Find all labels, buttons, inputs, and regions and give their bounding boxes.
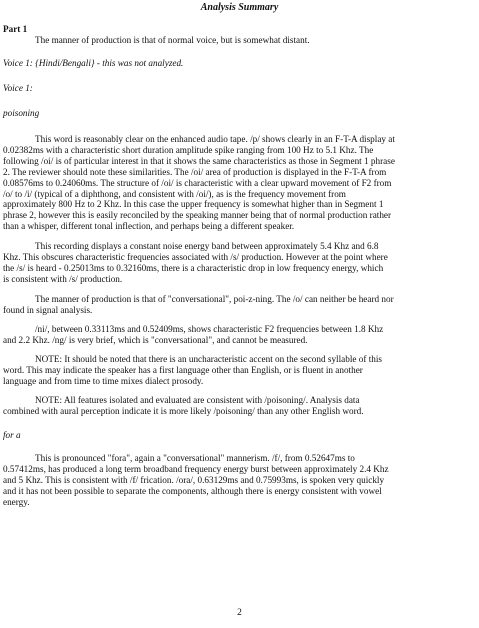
paragraph-line: phrase 2, however this is easily reconciled by the speaking manner being that of normal production rather	[3, 210, 392, 221]
paragraph-line: 0.57412ms, has produced a long term broadband frequency energy burst between approximately 2.4 Khz	[3, 463, 389, 474]
paragraph-line: energy.	[3, 496, 30, 507]
paragraph-noise-band	[3, 241, 475, 285]
paragraph-line: word. This may indicate the speaker has a first language other than English, or is fluent in another	[3, 364, 363, 375]
paragraph-note-accent	[3, 354, 475, 387]
paragraph-line: NOTE: It should be noted that there is an uncharacteristic accent on the second syllable of this	[35, 354, 382, 364]
voice-1-label: Voice 1:	[3, 83, 33, 93]
paragraph-line: 0.08576ms to 0.24060ms. The structure of /oi/ is characteristic with a clear upward movement of F2 from	[3, 177, 392, 188]
paragraph-note-consistent	[3, 395, 475, 417]
paragraph-line: Khz. This obscures characteristic frequencies associated with /s/ production. However at the point where	[3, 251, 388, 262]
paragraph-line: approximately 800 Hz to 2 Khz. In this case the upper frequency is somewhat higher than in Segment 1	[3, 199, 384, 210]
page-number: 2	[237, 608, 242, 618]
word-heading-for-a: for a	[3, 430, 21, 440]
paragraph-line: This is pronounced "fora", again a "conversational" mannerism. /f/, from 0.52647ms to	[35, 453, 355, 463]
paragraph-manner	[3, 294, 475, 316]
paragraph-line: and 2.2 Khz. /ng/ is very brief, which is "conversational", and cannot be measured.	[3, 334, 308, 345]
paragraph-line: is consistent with /s/ production.	[3, 273, 123, 284]
paragraph-line: and 5 Khz. This is consistent with /f/ frication. /ora/, 0.63129ms and 0.75993ms, is spoken very quickly	[3, 474, 385, 485]
paragraph-line: the /s/ is heard - 0.25013ms to 0.32160ms, there is a characteristic drop in low frequency energy, which	[3, 262, 384, 273]
paragraph-line: and it has not been possible to separate the components, although there is energy consistent with vowel	[3, 485, 382, 496]
paragraph-line: found in signal analysis.	[3, 304, 93, 315]
paragraph-line: NOTE: All features isolated and evaluated are consistent with /poisoning/. Analysis data	[35, 395, 360, 405]
word-heading-poisoning: poisoning	[3, 108, 40, 118]
paragraph-line: /ni/, between 0.33113ms and 0.52409ms, shows characteristic F2 frequencies between 1.8 Khz	[35, 324, 384, 334]
paragraph-line: This recording displays a constant noise energy band between approximately 5.4 Khz and 6.8	[35, 241, 379, 251]
paragraph-poisoning-analysis	[3, 134, 475, 232]
paragraph-line: combined with aural perception indicate it is more likely /poisoning/ than any other English word.	[3, 405, 364, 416]
paragraph-line: 2. The reviewer should note these similarities. The /oi/ area of production is displayed in the F-T-A from	[3, 166, 387, 177]
intro-paragraph: The manner of production is that of normal voice, but is somewhat distant.	[35, 35, 310, 45]
paragraph-line: than a whisper, different tonal inflection, and perhaps being a different speaker.	[3, 221, 295, 232]
paragraph-for-a-analysis	[3, 453, 475, 508]
paragraph-line: language and from time to time mixes dialect prosody.	[3, 375, 204, 386]
paragraph-line: The manner of production is that of "conversational", poi-z-ning. The /o/ can neither be heard nor	[35, 294, 394, 304]
paragraph-line: following /oi/ is of particular interest in that it shows the same characteristics as those in Segment 1 phrase	[3, 155, 395, 166]
paragraph-line: This word is reasonably clear on the enhanced audio tape. /p/ shows clearly in an F-T-A display at	[35, 134, 395, 144]
paragraph-line: 0.02382ms with a characteristic short duration amplitude spike ranging from 100 Hz to 5.1 Khz. The	[3, 144, 374, 155]
voice-1-hindi-note: Voice 1: {Hindi/Bengali} - this was not analyzed.	[3, 58, 184, 68]
part-heading: Part 1	[3, 24, 28, 34]
paragraph-line: /o/ to /i/ (typical of a diphthong, and consistent with /oi/), as is the frequency movement from	[3, 188, 346, 199]
paragraph-ni-ng	[3, 324, 475, 346]
page-title: Analysis Summary	[200, 2, 279, 13]
